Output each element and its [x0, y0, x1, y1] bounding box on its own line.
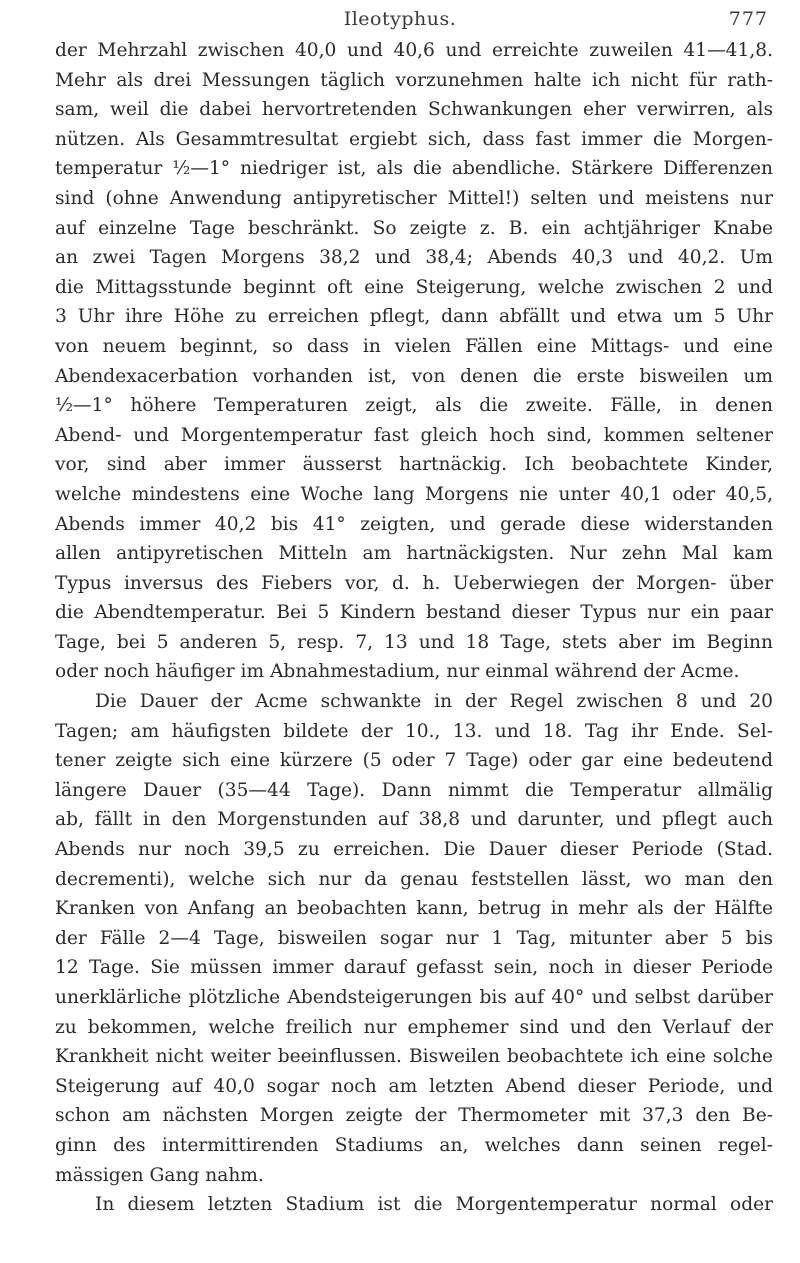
text-line: Tage, bei 5 anderen 5, resp. 7, 13 und 18 Tage, stets aber im Beginn [55, 631, 773, 653]
text-line: Steigerung auf 40,0 sogar noch am letzten Abend dieser Periode, und [55, 1075, 773, 1097]
text-line: Abendexacerbation vorhanden ist, von denen die erste bisweilen um [55, 365, 773, 387]
text-line: oder noch häufiger im Abnahmestadium, nur einmal während der Acme. [55, 661, 740, 683]
page-header [0, 8, 800, 38]
text-line: 12 Tage. Sie müssen immer darauf gefasst sein, noch in dieser Periode [55, 957, 773, 979]
text-line: Krankheit nicht weiter beeinflussen. Bisweilen beobachtete ich eine solche [55, 1046, 773, 1068]
text-line: der Mehrzahl zwischen 40,0 und 40,6 und erreichte zuweilen 41—41,8. [55, 40, 773, 61]
text-line: nützen. Als Gesammtresultat ergiebt sich, dass fast immer die Morgen- [55, 128, 773, 150]
text-line: Kranken von Anfang an beobachten kann, betrug in mehr als der Hälfte [55, 898, 773, 920]
text-line: längere Dauer (35—44 Tage). Dann nimmt die Temperatur allmälig [55, 779, 773, 801]
text-line: sam, weil die dabei hervortretenden Schwankungen eher verwirren, als [55, 99, 773, 121]
text-line: unerklärliche plötzliche Abendsteigerungen bis auf 40° und selbst darüber [55, 987, 773, 1008]
text-line: In diesem letzten Stadium ist die Morgentemperatur normal oder [95, 1194, 773, 1216]
text-line: von neuem beginnt, so dass in vielen Fällen eine Mittags- und eine [55, 335, 773, 357]
text-line: 3 Uhr ihre Höhe zu erreichen pflegt, dann abfällt und etwa um 5 Uhr [55, 306, 773, 328]
text-line: Mehr als drei Messungen täglich vorzunehmen halte ich nicht für rath- [55, 69, 773, 91]
text-line: Abends immer 40,2 bis 41° zeigten, und gerade diese widerstanden [55, 513, 773, 535]
text-line: auf einzelne Tage beschränkt. So zeigte z. B. ein achtjähriger Knabe [55, 217, 773, 239]
text-line: die Abendtemperatur. Bei 5 Kindern bestand dieser Typus nur ein paar [55, 602, 773, 624]
text-line: mässigen Gang nahm. [55, 1164, 264, 1186]
text-line: schon am nächsten Morgen zeigte der Thermometer mit 37,3 den Be- [55, 1105, 773, 1127]
text-line: ginn des intermittirenden Stadiums an, welches dann seinen regel- [55, 1134, 773, 1156]
text-line: vor, sind aber immer äusserst hartnäckig. Ich beobachtete Kinder, [55, 454, 773, 476]
text-line: welche mindestens eine Woche lang Morgens nie unter 40,1 oder 40,5, [55, 483, 773, 505]
text-line: Tagen; am häufigsten bildete der 10., 13. und 18. Tag ihr Ende. Sel- [55, 720, 773, 742]
text-line: allen antipyretischen Mitteln am hartnäckigsten. Nur zehn Mal kam [55, 543, 773, 565]
text-line: Abend- und Morgentemperatur fast gleich hoch sind, kommen seltener [55, 424, 773, 446]
body-text [55, 36, 773, 1220]
text-line: decrementi), welche sich nur da genau feststellen lässt, wo man den [55, 868, 773, 890]
text-line: zu bekommen, welche freilich nur emphemer sind und den Verlauf der [55, 1016, 773, 1038]
text-line: sind (ohne Anwendung antipyretischer Mittel!) selten und meistens nur [55, 187, 773, 209]
text-line: ½—1° höhere Temperaturen zeigt, als die zweite. Fälle, in denen [55, 395, 773, 417]
text-line: ab, fällt in den Morgenstunden auf 38,8 und darunter, und pflegt auch [55, 809, 773, 831]
text-line: Abends nur noch 39,5 zu erreichen. Die Dauer dieser Periode (Stad. [55, 839, 773, 861]
text-line: an zwei Tagen Morgens 38,2 und 38,4; Abends 40,3 und 40,2. Um [55, 247, 773, 269]
running-title: Ileotyphus. [343, 8, 457, 30]
text-line: Die Dauer der Acme schwankte in der Regel zwischen 8 und 20 [95, 691, 773, 713]
text-line: temperatur ½—1° niedriger ist, als die abendliche. Stärkere Differenzen [55, 158, 773, 180]
text-line: der Fälle 2—4 Tage, bisweilen sogar nur 1 Tag, mitunter aber 5 bis [55, 927, 773, 949]
text-line: tener zeigte sich eine kürzere (5 oder 7 Tage) oder gar eine bedeutend [55, 750, 773, 772]
text-line: die Mittagsstunde beginnt oft eine Steigerung, welche zwischen 2 und [55, 276, 773, 298]
page-number: 777 [728, 8, 768, 30]
text-line: Typus inversus des Fiebers vor, d. h. Ueberwiegen der Morgen- über [55, 572, 773, 594]
